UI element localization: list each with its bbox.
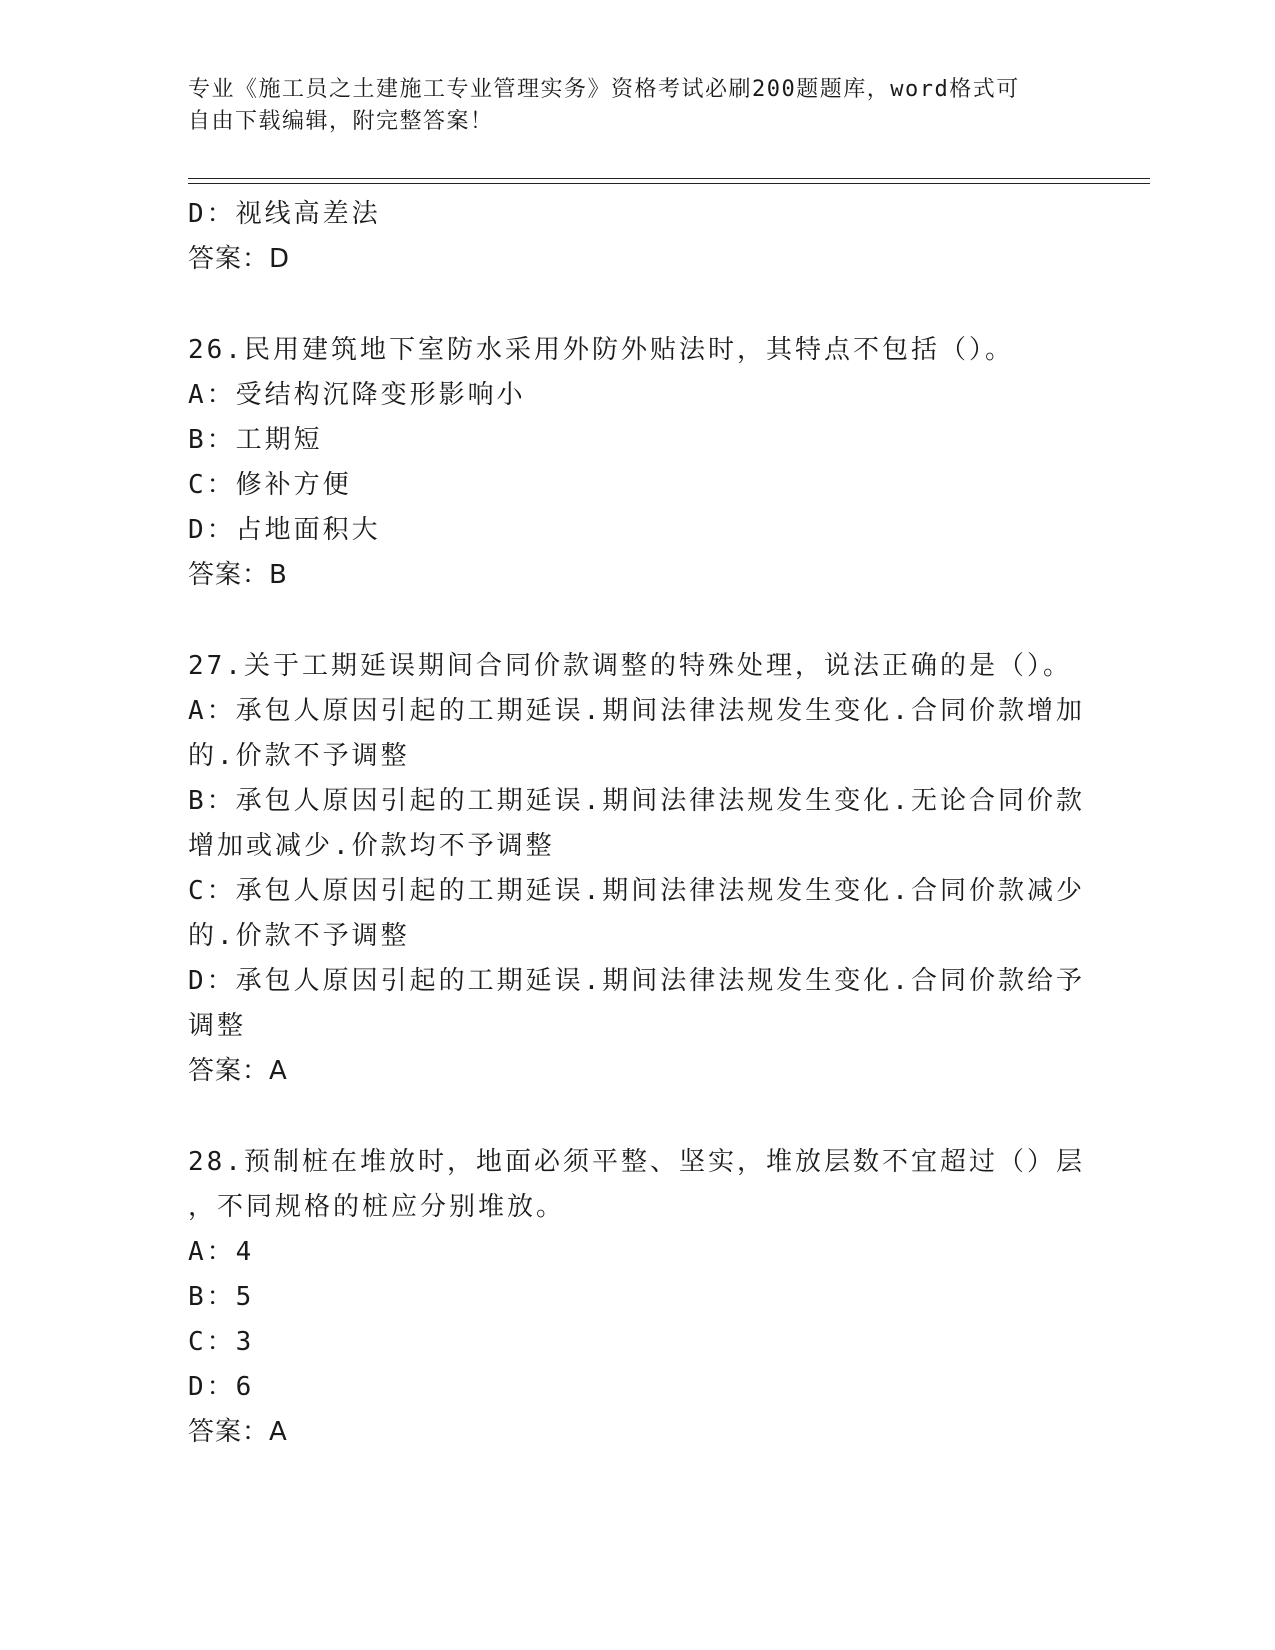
option-d: D：6 — [188, 1372, 255, 1402]
spacer — [188, 282, 1088, 328]
spacer — [188, 598, 1088, 644]
option-d: D：占地面积大 — [188, 515, 381, 545]
answer-line: 答案：B — [188, 560, 288, 590]
header-title-line-1: 专业《施工员之土建施工专业管理实务》资格考试必刷200题题库，word格式可 — [188, 77, 1020, 102]
spacer — [188, 1094, 1088, 1140]
header-divider-top — [188, 178, 1150, 179]
option-a: A：受结构沉降变形影响小 — [188, 380, 526, 410]
question-stem: 26.民用建筑地下室防水采用外防外贴法时，其特点不包括（）。 — [188, 335, 1014, 365]
answer-line: 答案：A — [188, 1417, 288, 1447]
question-stem-line-2: ，不同规格的桩应分别堆放。 — [188, 1192, 566, 1222]
document-header — [188, 74, 1068, 138]
option-b-line-2: 增加或减少.价款均不予调整 — [188, 831, 555, 861]
header-divider-bottom — [188, 183, 1150, 184]
option-b-line-1: B：承包人原因引起的工期延误.期间法律法规发生变化.无论合同价款 — [188, 786, 1085, 816]
option-a-line-2: 的.价款不予调整 — [188, 741, 410, 771]
answer-line: 答案：D — [188, 244, 291, 274]
prev-question-block — [188, 192, 1088, 282]
option-b: B：工期短 — [188, 425, 323, 455]
question-28 — [188, 1140, 1088, 1455]
header-title-line-2: 自由下载编辑，附完整答案！ — [188, 109, 494, 134]
question-stem: 27.关于工期延误期间合同价款调整的特殊处理，说法正确的是（）。 — [188, 651, 1072, 681]
option-c-line-2: 的.价款不予调整 — [188, 921, 410, 951]
question-27 — [188, 644, 1088, 1094]
option-d: D：视线高差法 — [188, 199, 381, 229]
question-list — [188, 192, 1088, 1455]
option-c-line-1: C：承包人原因引起的工期延误.期间法律法规发生变化.合同价款减少 — [188, 876, 1085, 906]
question-stem-line-1: 28.预制桩在堆放时，地面必须平整、坚实，堆放层数不宜超过（）层 — [188, 1147, 1085, 1177]
question-26 — [188, 328, 1088, 598]
option-b: B：5 — [188, 1282, 255, 1312]
option-a: A：4 — [188, 1237, 255, 1267]
option-d-line-2: 调整 — [188, 1011, 247, 1041]
option-a-line-1: A：承包人原因引起的工期延误.期间法律法规发生变化.合同价款增加 — [188, 696, 1085, 726]
option-c: C：修补方便 — [188, 470, 352, 500]
answer-line: 答案：A — [188, 1056, 288, 1086]
option-d-line-1: D：承包人原因引起的工期延误.期间法律法规发生变化.合同价款给予 — [188, 966, 1085, 996]
option-c: C：3 — [188, 1327, 255, 1357]
